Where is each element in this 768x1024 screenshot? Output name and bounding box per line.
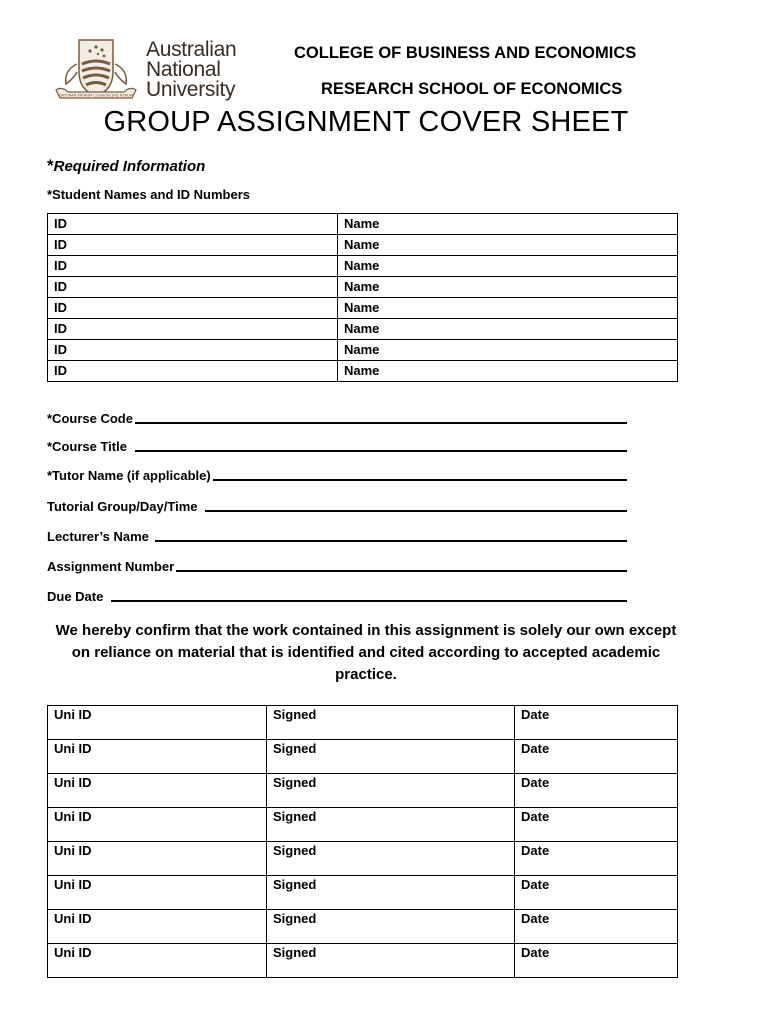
due-date-field[interactable]: [47, 586, 627, 606]
signature-row: [48, 774, 678, 808]
date-cell[interactable]: Date: [515, 740, 678, 774]
signed-cell[interactable]: Signed: [267, 876, 515, 910]
course-title-field[interactable]: [47, 436, 627, 456]
date-cell[interactable]: Date: [515, 774, 678, 808]
date-cell[interactable]: Date: [515, 944, 678, 978]
student-name-cell[interactable]: Name: [338, 256, 678, 277]
date-cell[interactable]: Date: [515, 910, 678, 944]
tutor-name-line[interactable]: [213, 479, 627, 481]
signature-row: [48, 842, 678, 876]
student-id-cell[interactable]: ID: [48, 214, 338, 235]
logo-line: Australian: [146, 38, 237, 61]
field-label: Assignment Number: [47, 559, 175, 574]
signed-cell[interactable]: Signed: [267, 910, 515, 944]
uni-id-cell[interactable]: Uni ID: [48, 740, 267, 774]
logo-line: University: [146, 78, 236, 101]
logo-motto: NATURAM PRIMUM COGNOSCERE RERUM: [58, 93, 134, 98]
student-row: [48, 277, 678, 298]
student-id-cell[interactable]: ID: [48, 319, 338, 340]
signed-cell[interactable]: Signed: [267, 774, 515, 808]
anu-crest-icon: [52, 34, 142, 104]
signed-cell[interactable]: Signed: [267, 740, 515, 774]
required-information-heading: [47, 156, 205, 176]
date-cell[interactable]: Date: [515, 842, 678, 876]
date-cell[interactable]: Date: [515, 706, 678, 740]
signature-row: [48, 808, 678, 842]
logo-line: National: [146, 58, 221, 81]
signature-row: [48, 740, 678, 774]
school-heading: RESEARCH SCHOOL OF ECONOMICS: [321, 80, 623, 98]
student-row: [48, 298, 678, 319]
uni-id-cell[interactable]: Uni ID: [48, 774, 267, 808]
student-name-cell[interactable]: Name: [338, 340, 678, 361]
logo-wordmark: [146, 40, 236, 100]
student-name-cell[interactable]: Name: [338, 298, 678, 319]
tutorial-group-line[interactable]: [205, 510, 627, 512]
field-label: Lecturer’s Name: [47, 529, 149, 544]
student-id-cell[interactable]: ID: [48, 277, 338, 298]
lecturer-name-field[interactable]: [47, 526, 627, 546]
assignment-number-field[interactable]: [47, 556, 627, 576]
student-name-cell[interactable]: Name: [338, 235, 678, 256]
due-date-line[interactable]: [111, 600, 627, 602]
student-name-cell[interactable]: Name: [338, 319, 678, 340]
field-label: *Course Code: [47, 411, 133, 426]
page-title: GROUP ASSIGNMENT COVER SHEET: [103, 106, 629, 138]
uni-id-cell[interactable]: Uni ID: [48, 910, 267, 944]
student-id-cell[interactable]: ID: [48, 256, 338, 277]
course-code-line[interactable]: [135, 422, 627, 424]
signed-cell[interactable]: Signed: [267, 842, 515, 876]
course-title-line[interactable]: [135, 450, 627, 452]
signed-cell[interactable]: Signed: [267, 944, 515, 978]
date-cell[interactable]: Date: [515, 808, 678, 842]
signature-row: [48, 876, 678, 910]
signature-table: [47, 705, 678, 978]
signature-row: [48, 944, 678, 978]
uni-id-cell[interactable]: Uni ID: [48, 944, 267, 978]
uni-id-cell[interactable]: Uni ID: [48, 842, 267, 876]
college-heading: COLLEGE OF BUSINESS AND ECONOMICS: [294, 44, 637, 62]
field-label: *Tutor Name (if applicable): [47, 468, 211, 483]
student-row: [48, 235, 678, 256]
field-label: Tutorial Group/Day/Time: [47, 499, 198, 514]
student-name-cell[interactable]: Name: [338, 214, 678, 235]
student-row: [48, 256, 678, 277]
signature-row: [48, 706, 678, 740]
student-name-cell[interactable]: Name: [338, 277, 678, 298]
student-id-cell[interactable]: ID: [48, 298, 338, 319]
field-label: Due Date: [47, 589, 104, 604]
uni-id-cell[interactable]: Uni ID: [48, 876, 267, 910]
uni-id-cell[interactable]: Uni ID: [48, 808, 267, 842]
date-cell[interactable]: Date: [515, 876, 678, 910]
tutorial-group-field[interactable]: [47, 496, 627, 516]
field-label: *Course Title: [47, 439, 127, 454]
signature-row: [48, 910, 678, 944]
student-name-cell[interactable]: Name: [338, 361, 678, 382]
uni-id-cell[interactable]: Uni ID: [48, 706, 267, 740]
student-names-label: *Student Names and ID Numbers: [47, 187, 250, 202]
course-code-field[interactable]: [47, 408, 627, 428]
student-row: [48, 361, 678, 382]
tutor-name-field[interactable]: [47, 465, 627, 485]
lecturer-name-line[interactable]: [155, 540, 627, 542]
anu-logo: [52, 34, 242, 104]
student-row: [48, 340, 678, 361]
signed-cell[interactable]: Signed: [267, 808, 515, 842]
declaration-text: We hereby confirm that the work contained in this assignment is solely our own except on reliance on material that is identified and cited according to accepted academic practice.: [55, 622, 677, 683]
required-star: *: [47, 156, 54, 175]
student-id-cell[interactable]: ID: [48, 361, 338, 382]
required-text: Required Information: [53, 158, 206, 175]
student-id-cell[interactable]: ID: [48, 235, 338, 256]
signed-cell[interactable]: Signed: [267, 706, 515, 740]
student-id-cell[interactable]: ID: [48, 340, 338, 361]
student-row: [48, 319, 678, 340]
assignment-number-line[interactable]: [176, 570, 627, 572]
student-row: [48, 214, 678, 235]
student-table: [47, 213, 678, 382]
